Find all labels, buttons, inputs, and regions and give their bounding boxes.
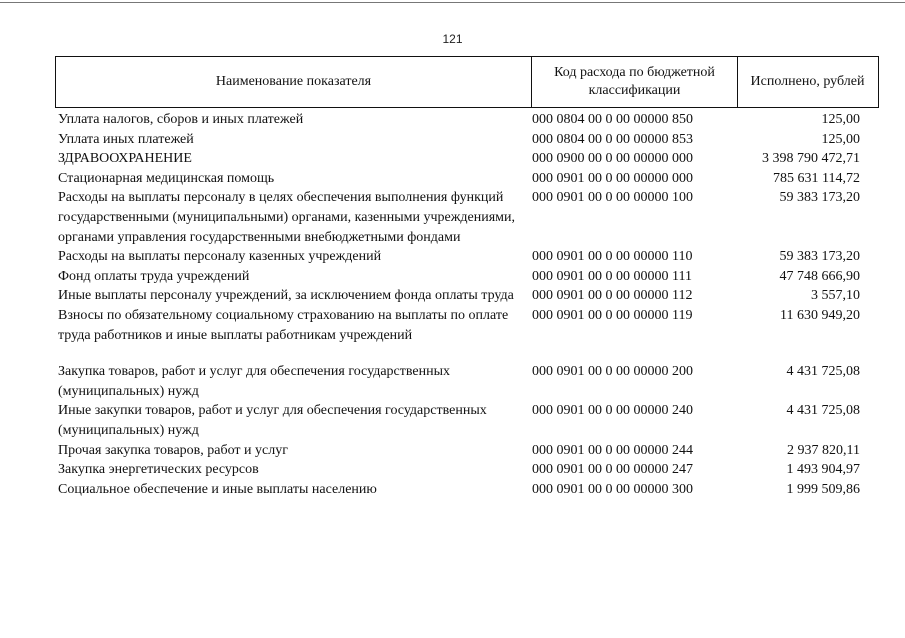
- row-spacer: [58, 345, 880, 362]
- table-row: [58, 110, 880, 130]
- row-code: 000 0901 00 0 00 00000 244: [532, 442, 693, 458]
- row-name: Иные выплаты персоналу учреждений, за исключением фонда оплаты труда: [58, 288, 514, 304]
- row-amount: 11 630 949,20: [780, 307, 860, 323]
- row-amount: 1 999 509,86: [786, 481, 860, 497]
- row-code: 000 0901 00 0 00 00000 112: [532, 288, 693, 304]
- row-code: 000 0901 00 0 00 00000 300: [532, 481, 693, 497]
- scan-top-edge: [0, 2, 905, 3]
- table-header: [55, 56, 879, 108]
- row-name: Расходы на выплаты персоналу в целях обеспечения выполнения функций государственными (муниципальными) органами, казенными учреждениями, органами управления государственными внебюджетными фондами: [58, 190, 515, 245]
- row-code: 000 0901 00 0 00 00000 000: [532, 170, 693, 186]
- table-row: [58, 267, 880, 287]
- table-row: [58, 362, 880, 401]
- table-row: [58, 441, 880, 461]
- header-executed-column: Исполнено, рублей: [750, 74, 865, 89]
- row-code: 000 0901 00 0 00 00000 240: [532, 403, 693, 419]
- row-amount: 4 431 725,08: [786, 364, 860, 380]
- row-name: Стационарная медицинская помощь: [58, 170, 275, 186]
- row-amount: 2 937 820,11: [787, 442, 860, 458]
- row-code: 000 0901 00 0 00 00000 119: [532, 307, 693, 323]
- header-name-column: Наименование показателя: [56, 57, 532, 107]
- row-name: Взносы по обязательному социальному страхованию на выплаты по оплате труда работников и иные выплаты работникам учреждений: [58, 307, 509, 343]
- row-name: Прочая закупка товаров, работ и услуг: [58, 442, 288, 458]
- row-code: 000 0901 00 0 00 00000 200: [532, 364, 693, 380]
- row-code: 000 0901 00 0 00 00000 100: [532, 190, 693, 206]
- row-amount: 59 383 173,20: [779, 190, 860, 206]
- row-name: Закупка товаров, работ и услуг для обеспечения государственных (муниципальных) нужд: [58, 364, 451, 399]
- row-amount: 1 493 904,97: [786, 462, 860, 478]
- header-code-column: Код расхода по бюджетной классификации: [532, 57, 738, 107]
- row-name: Социальное обеспечение и иные выплаты населению: [58, 481, 377, 497]
- table-row: [58, 130, 880, 150]
- table-row: [58, 247, 880, 267]
- row-code: 000 0901 00 0 00 00000 111: [532, 268, 692, 284]
- table-row: [58, 480, 880, 500]
- row-amount: 3 398 790 472,71: [762, 151, 860, 167]
- row-name: Уплата налогов, сборов и иных платежей: [58, 112, 304, 127]
- table-body: [58, 110, 880, 499]
- row-amount: 59 383 173,20: [779, 249, 860, 265]
- row-amount: 125,00: [821, 131, 860, 147]
- row-amount: 4 431 725,08: [786, 403, 860, 419]
- row-code: 000 0901 00 0 00 00000 110: [532, 249, 693, 265]
- row-name: Уплата иных платежей: [58, 131, 194, 147]
- table-row: [58, 149, 880, 169]
- row-amount: 785 631 114,72: [773, 170, 860, 186]
- row-name: ЗДРАВООХРАНЕНИЕ: [58, 151, 192, 167]
- row-amount: 3 557,10: [811, 288, 860, 304]
- row-code: 000 0804 00 0 00 00000 853: [532, 131, 693, 147]
- row-code: 000 0900 00 0 00 00000 000: [532, 151, 693, 167]
- table-row: [58, 306, 880, 345]
- row-code: 000 0901 00 0 00 00000 247: [532, 462, 693, 478]
- row-name: Закупка энергетических ресурсов: [58, 462, 259, 478]
- page-number: 121: [442, 32, 463, 46]
- table-row: [58, 188, 880, 247]
- row-amount: 125,00: [821, 112, 860, 127]
- row-name: Фонд оплаты труда учреждений: [58, 268, 250, 284]
- table-row: [58, 401, 880, 440]
- row-name: Расходы на выплаты персоналу казенных учреждений: [58, 249, 382, 265]
- table-row: [58, 286, 880, 306]
- row-amount: 47 748 666,90: [779, 268, 860, 284]
- row-name: Иные закупки товаров, работ и услуг для обеспечения государственных (муниципальных) нужд: [58, 403, 487, 438]
- table-row: [58, 460, 880, 480]
- row-code: 000 0804 00 0 00 00000 850: [532, 112, 693, 127]
- table-row: [58, 169, 880, 189]
